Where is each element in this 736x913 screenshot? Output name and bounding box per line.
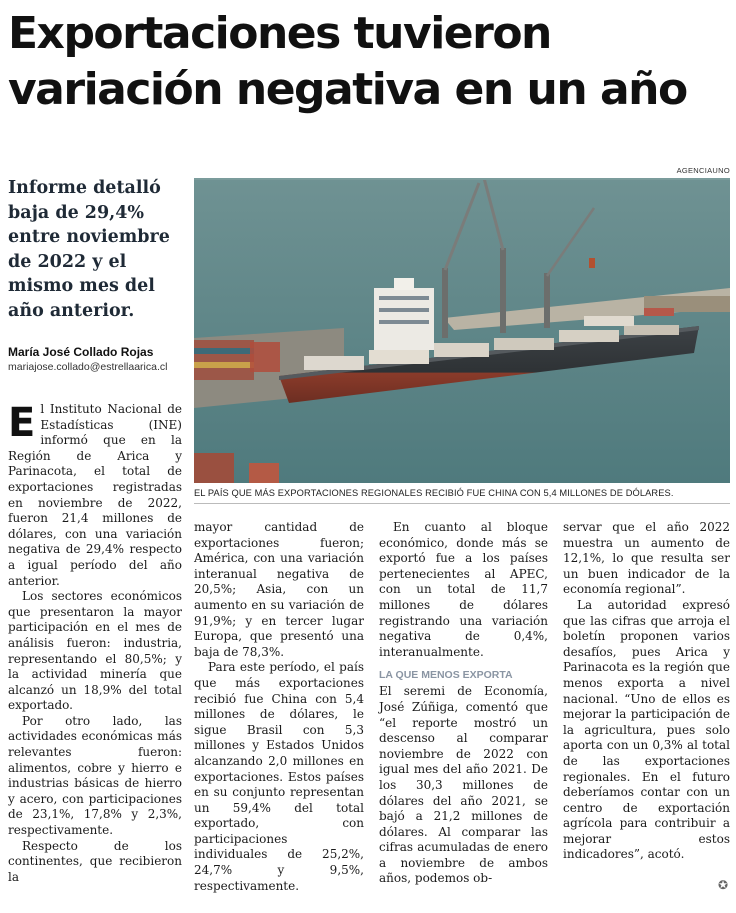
headline <box>8 6 732 118</box>
body-column-2 <box>194 520 364 894</box>
body-paragraph: La autoridad expresó que las cifras que arroja el boletín proponen varios desafíos, pues Arica y Parinacota es la región que menos exporta a nivel nacional. “Uno de ellos es mejorar la participación de la agricultura, pues solo aporta con un 0,3% al total de las exportaciones regionales. En el futuro deberíamos contar con un centro de exportación agrícola para contribuir a mejorar estos indicadores”, acotó. <box>563 597 730 862</box>
headline-line-2: variación negativa en un año <box>8 64 687 115</box>
body-paragraph: Respecto de los continentes, que recibieron la <box>8 838 182 884</box>
body-paragraph: mayor cantidad de exportaciones fueron; América, con una variación interanual negativa de 20,5%; Asia, con un aumento en su variación de 91,9%; y en tercer lugar Europa, que presentó una baja de 78,3%. <box>194 520 364 659</box>
body-column-1 <box>8 402 182 885</box>
photo-credit: AGENCIAUNO <box>676 166 730 175</box>
body-paragraph: En cuanto al bloque económico, donde más se exportó fue a los países pertenecientes al APEC, con un total de 11,7 millones de dólares registrando una variación negativa de 0,4%, interanualmente. <box>379 520 548 659</box>
lead-summary: Informe detalló baja de 29,4% entre noviembre de 2022 y el mismo mes del año anterior. <box>8 178 170 321</box>
body-column-3 <box>379 520 548 887</box>
body-paragraph: servar que el año 2022 muestra un aumento de 12,1%, lo que resulta ser un buen indicador de la economía regional”. <box>563 520 730 597</box>
body-paragraph: Por otro lado, las actividades económicas más relevantes fueron: alimentos, cobre y hierro e industrias básicas de hierro y acero, con participaciones de 23,1%, 17,8% y 2,3%, respectivamente. <box>8 713 182 838</box>
cargo-ship-photo <box>194 178 730 483</box>
body-paragraph: Los sectores económicos que presentaron la mayor participación en el mes de análisis fueron: industria, representando el 80,5%; y la actividad minería que alcanzó un 18,9% del total exportado. <box>8 589 182 713</box>
body-paragraph <box>8 402 182 589</box>
headline-line-1: Exportaciones tuvieron <box>8 8 551 59</box>
caption-divider <box>194 503 730 504</box>
paragraph-text: l Instituto Nacional de Estadísticas (INE) informó que en la Región de Arica y Parinacota, el total de exportaciones registradas en noviembre de 2022, fueron 21,4 millones de dólares, con una variación negativa de 29,4% respecto a igual período del año anterior. <box>8 402 182 588</box>
body-paragraph: El seremi de Economía, José Zúñiga, comentó que “el reporte mostró un descenso al comparar noviembre de 2022 con igual mes del año 2021. De los 30,3 millones de dólares del año 2021, se bajó a 21,2 millones de dólares. Al comparar las cifras acumuladas de enero a noviembre de ambos años, podemos ob- <box>379 684 548 886</box>
star-end-icon: ✪ <box>717 878 728 892</box>
drop-cap: E <box>8 400 36 446</box>
body-column-4 <box>563 520 730 863</box>
byline-email[interactable]: mariajose.collado@estrellaarica.cl <box>8 361 168 373</box>
photo-caption: EL PAÍS QUE MÁS EXPORTACIONES REGIONALES RECIBIÓ FUE CHINA CON 5,4 MILLONES DE DÓLARES. <box>194 488 674 498</box>
section-subhead: LA QUE MENOS EXPORTA <box>379 669 513 682</box>
byline <box>8 344 190 374</box>
byline-author: María José Collado Rojas <box>8 345 154 359</box>
body-paragraph: Para este período, el país que más exportaciones recibió fue China con 5,4 millones de dólares, le sigue Brasil con 5,3 millones y Estados Unidos alcanzando 2,0 millones en exportaciones. Estos países en su conjunto representan un 59,4% del total exportado, con participaciones individuales de 25,2%, 24,7% y 9,5%, respectivamente. <box>194 660 364 893</box>
